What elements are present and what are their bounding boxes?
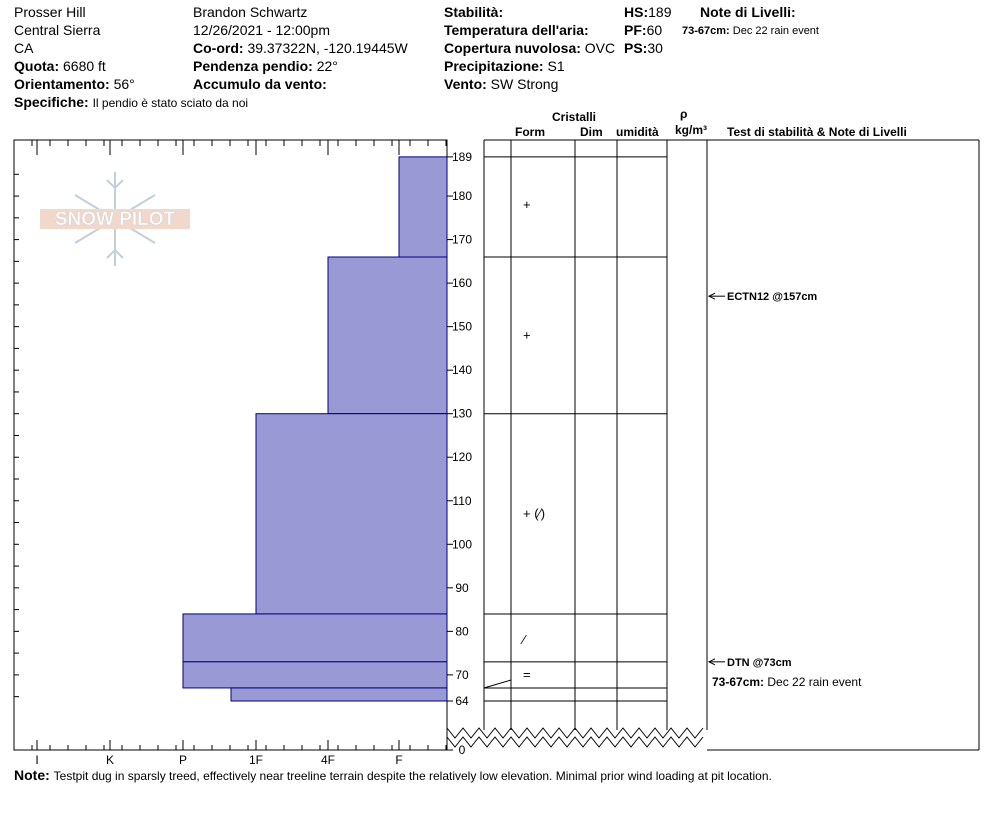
hs-label: HS: bbox=[624, 4, 649, 20]
y-tick-label-120: 120 bbox=[451, 450, 473, 465]
x-tick-label-P: P bbox=[178, 753, 188, 767]
density-symbol: ρ bbox=[680, 107, 688, 121]
x-tick-label-1F: 1F bbox=[248, 753, 264, 767]
footer-note-label: Note: bbox=[14, 767, 50, 783]
ps-value: 30 bbox=[647, 40, 663, 56]
y-tick-label-170: 170 bbox=[451, 232, 473, 247]
crystal-form-4: = bbox=[523, 666, 531, 682]
ps-label: PS: bbox=[624, 40, 648, 56]
crystals-header: Cristalli bbox=[552, 110, 597, 124]
coord-value: 39.37322N, -120.19445W bbox=[247, 40, 408, 56]
pf-label: PF: bbox=[624, 22, 647, 38]
cloud-label: Copertura nuvolosa: bbox=[444, 40, 581, 56]
crystal-form-1: + bbox=[523, 327, 531, 343]
slope-label: Pendenza pendio: bbox=[193, 58, 313, 74]
crystal-form-2: + (⁄) bbox=[523, 505, 546, 521]
y-tick-label-189: 189 bbox=[451, 149, 473, 164]
stability-test-label-1: DTN @73cm bbox=[727, 656, 792, 669]
y-tick-label-80: 80 bbox=[455, 624, 469, 639]
stability-label: Stabilità: bbox=[444, 4, 504, 20]
wind-label: Vento: bbox=[444, 76, 487, 92]
mountain-range: Central Sierra bbox=[14, 22, 101, 38]
hardness-bar-5 bbox=[231, 688, 447, 701]
x-tick-label-K: K bbox=[105, 753, 115, 767]
hardness-bar-4 bbox=[183, 662, 447, 688]
air-temp-label: Temperatura dell'aria: bbox=[444, 22, 589, 38]
hardness-bar-1 bbox=[328, 257, 447, 414]
elevation-value: 6680 ft bbox=[63, 58, 106, 74]
layer-note-text: Dec 22 rain event bbox=[767, 675, 862, 689]
specifics-label: Specifiche: bbox=[14, 94, 89, 110]
y-tick-label-90: 90 bbox=[455, 580, 469, 595]
layer-note-range: 73-67cm: bbox=[712, 675, 768, 689]
hardness-bar-0 bbox=[399, 157, 447, 257]
hardness-bar-2 bbox=[256, 414, 447, 614]
y-tick-label-70: 70 bbox=[455, 667, 469, 682]
layer-note-0 bbox=[712, 675, 862, 689]
aspect-label: Orientamento: bbox=[14, 76, 110, 92]
y-tick-label-130: 130 bbox=[451, 406, 473, 421]
y-tick-label-64: 64 bbox=[455, 694, 469, 708]
slant-connector bbox=[484, 680, 511, 688]
y-tick-label-110: 110 bbox=[452, 493, 472, 508]
layer-note-range: 73-67cm: bbox=[682, 25, 730, 37]
wind-loading-label: Accumulo da vento: bbox=[193, 76, 327, 92]
elevation-label: Quota: bbox=[14, 58, 60, 74]
density-unit: kg/m³ bbox=[675, 123, 708, 137]
layer-note-text: Dec 22 rain event bbox=[732, 25, 819, 37]
precip-label: Precipitazione: bbox=[444, 58, 544, 74]
y-tick-label-160: 160 bbox=[451, 276, 473, 291]
observer-name: Brandon Schwartz bbox=[193, 4, 308, 20]
hardness-bar-3 bbox=[183, 614, 447, 662]
axis-break-lower bbox=[447, 737, 703, 747]
stability-test-label-0: ECTN12 @157cm bbox=[727, 291, 818, 304]
specifics-value: Il pendio è stato sciato da noi bbox=[92, 96, 249, 110]
stability-notes-header: Test di stabilità & Note di Livelli bbox=[727, 125, 907, 139]
y-tick-label-0: 0 bbox=[458, 743, 466, 757]
slope-value: 22° bbox=[316, 58, 338, 74]
x-tick-label-F: F bbox=[395, 753, 403, 767]
cloud-value: OVC bbox=[584, 40, 616, 56]
aspect-value: 56° bbox=[113, 76, 135, 92]
wind-value: SW Strong bbox=[490, 76, 559, 92]
x-tick-label-4F: 4F bbox=[320, 753, 336, 767]
pf-value: 60 bbox=[646, 22, 663, 38]
crystal-form-3: ⁄ bbox=[523, 632, 526, 648]
state: CA bbox=[14, 40, 34, 56]
hs-value: 189 bbox=[648, 4, 672, 20]
y-tick-label-100: 100 bbox=[451, 537, 473, 552]
precip-value: S1 bbox=[547, 58, 565, 74]
form-header: Form bbox=[515, 125, 545, 139]
y-tick-label-180: 180 bbox=[451, 189, 473, 204]
y-tick-label-150: 150 bbox=[451, 319, 473, 334]
layer-notes-label: Note di Livelli: bbox=[700, 4, 796, 20]
snowpilot-logo bbox=[40, 172, 190, 266]
footer-note bbox=[14, 766, 772, 785]
y-tick-label-140: 140 bbox=[451, 363, 473, 378]
footer-note-text: Testpit dug in sparsly treed, effectively near treeline terrain despite the relatively low elevation. Minimal prior wind loading at pit location. bbox=[53, 769, 772, 783]
observation-datetime: 12/26/2021 - 12:00pm bbox=[193, 22, 330, 38]
crystal-form-0: + bbox=[523, 196, 531, 212]
x-tick-label-I: I bbox=[35, 753, 39, 767]
dim-header: Dim bbox=[580, 125, 603, 139]
site-name: Prosser Hill bbox=[14, 4, 86, 20]
logo-text: SNOW PILOT bbox=[54, 209, 176, 230]
wetness-header: umidità bbox=[616, 125, 659, 139]
coord-label: Co-ord: bbox=[193, 40, 244, 56]
